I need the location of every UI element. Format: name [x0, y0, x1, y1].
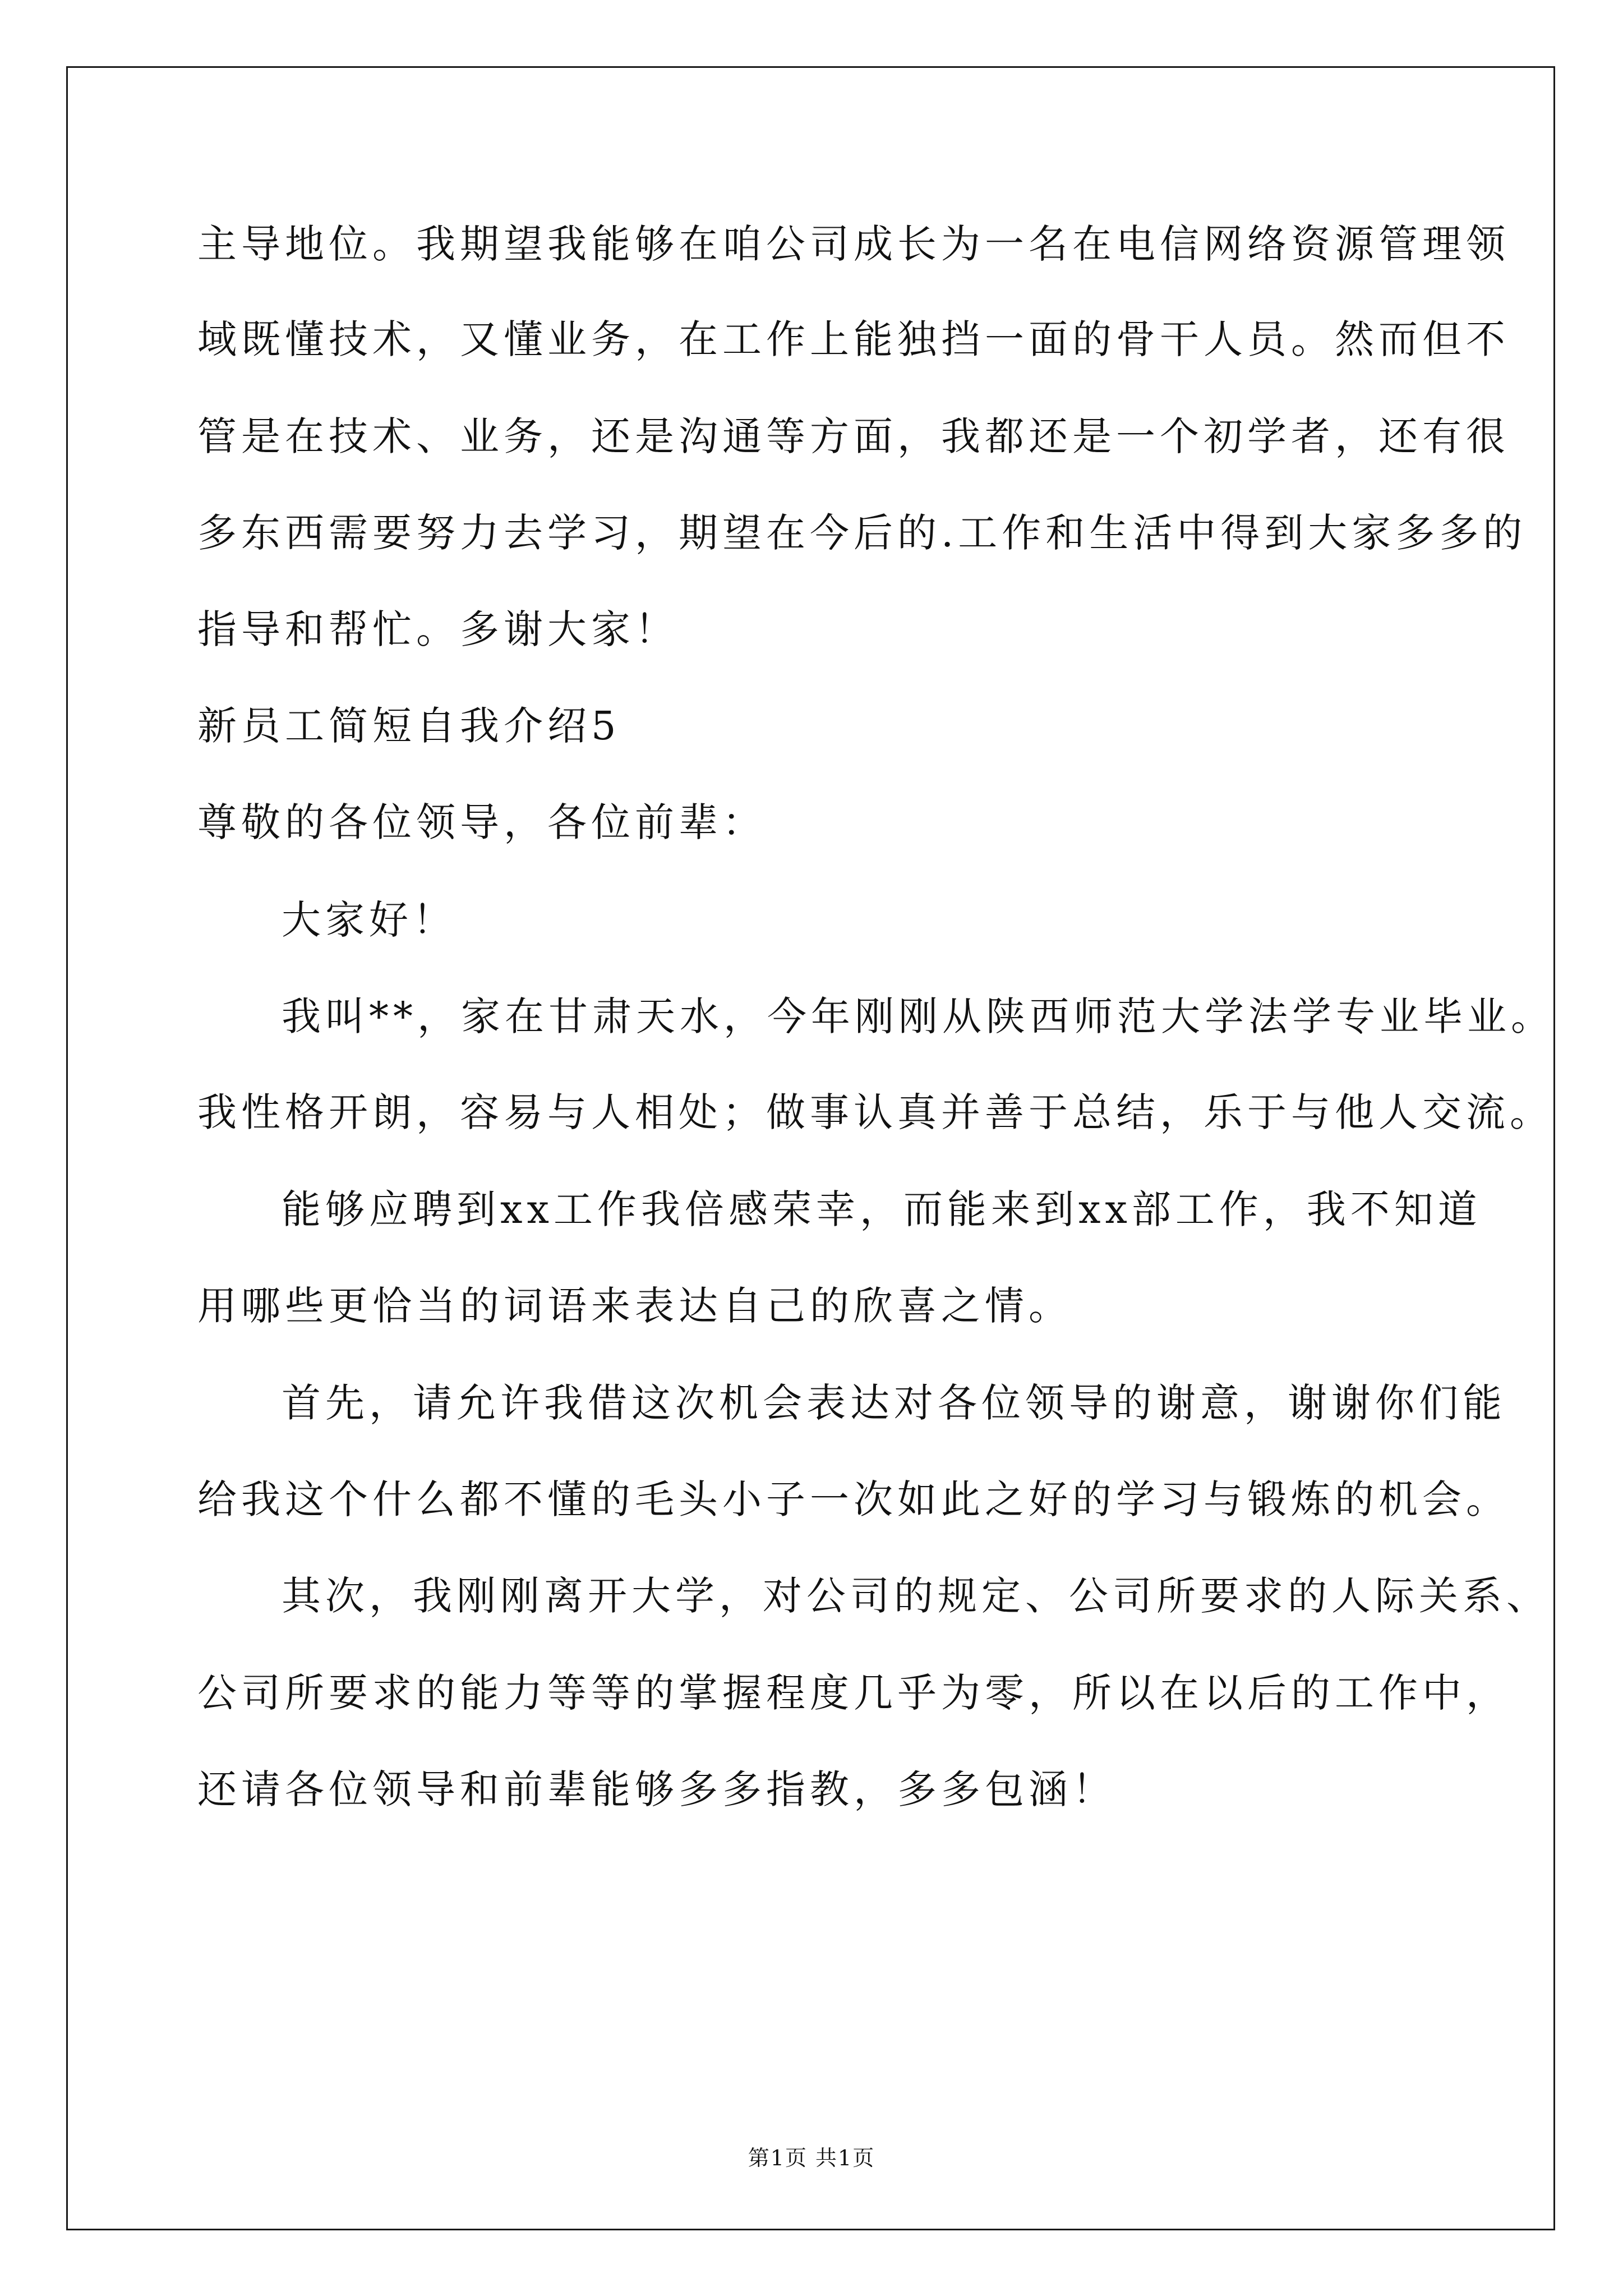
text-line: 首先，请允许我借这次机会表达对各位领导的谢意，谢谢你们能 [282, 1380, 1506, 1426]
text-line: 公司所要求的能力等等的掌握程度几乎为零，所以在以后的工作中， [197, 1670, 1510, 1716]
text-line: 用哪些更恰当的词语来表达自己的欣喜之情。 [197, 1283, 1072, 1329]
text-line: 指导和帮忙。多谢大家！ [197, 606, 679, 652]
salutation: 尊敬的各位领导，各位前辈： [197, 799, 766, 845]
page-number: 第1页 共1页 [748, 2146, 875, 2170]
text-line: 多东西需要努力去学习，期望在今后的.工作和生活中得到大家多多的 [197, 510, 1527, 556]
text-line: 能够应聘到xx工作我倍感荣幸，而能来到xx部工作，我不知道 [282, 1186, 1482, 1232]
text-line: 还请各位领导和前辈能够多多指教，多多包涵！ [197, 1766, 1116, 1812]
text-line: 主导地位。我期望我能够在咱公司成长为一名在电信网络资源管理领 [197, 221, 1510, 267]
section-heading: 新员工简短自我介绍5 [197, 703, 621, 749]
text-line: 管是在技术、业务，还是沟通等方面，我都还是一个初学者，还有很 [197, 413, 1510, 459]
text-line: 其次，我刚刚离开大学，对公司的规定、公司所要求的人际关系、 [282, 1573, 1550, 1619]
text-line: 域既懂技术，又懂业务，在工作上能独挡一面的骨干人员。然而但不 [197, 316, 1510, 362]
text-line: 给我这个什么都不懂的毛头小子一次如此之好的学习与锻炼的机会。 [197, 1476, 1510, 1522]
greeting: 大家好！ [282, 897, 457, 943]
text-line: 我性格开朗，容易与人相处；做事认真并善于总结，乐于与他人交流。 [197, 1089, 1553, 1135]
page-border [66, 66, 1555, 2230]
text-line: 我叫**，家在甘肃天水，今年刚刚从陕西师范大学法学专业毕业。 [282, 993, 1555, 1039]
